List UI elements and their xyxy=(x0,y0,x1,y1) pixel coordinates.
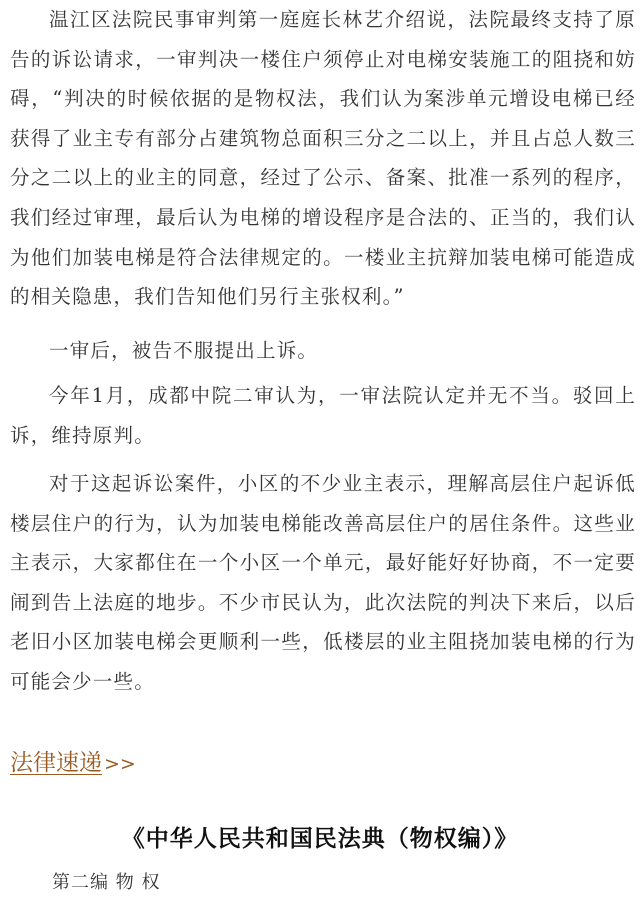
article-paragraph: 温江区法院民事审判第一庭庭长林艺介绍说，法院最终支持了原告的诉讼请求，一审判决一楼住户须停止对电梯安装施工的阻挠和妨碍，“判决的时候依据的是物权法，我们认为案涉单元增设电梯已经获得了业主专有部分占建筑物总面积三分之二以上，并且占总人数三分之二以上的业主的同意，经过了公示、备案、批准一系列的程序，我们经过审理，最后认为电梯的增设程序是合法的、正当的，我们认为他们加装电梯是符合法律规定的。一楼业主抗辩加装电梯可能造成的相关隐患，我们告知他们另行主张权利。” xyxy=(10,8,636,309)
legal-express-link[interactable] xyxy=(10,744,136,777)
article-paragraph: 对于这起诉讼案件，小区的不少业主表示，理解高层住户起诉低楼层住户的行为，认为加装电梯能改善高层住户的居住条件。这些业主表示，大家都住在一个小区一个单元，最好能好好协商，不一定要闹到告上法庭的地步。不少市民认为，此次法院的判决下来后，以后老旧小区加装电梯会更顺利一些，低楼层的业主阻挠加装电梯的行为可能会少一些。 xyxy=(10,472,636,693)
chapter-heading: 第二编 物 权 xyxy=(52,872,161,893)
law-title: 《中华人民共和国民法典（物权编）》 xyxy=(121,826,519,852)
article-paragraph: 今年1月，成都中院二审认为，一审法院认定并无不当。驳回上诉，维持原判。 xyxy=(10,384,636,447)
double-arrow-icon: >> xyxy=(104,753,136,775)
article-paragraph: 一审后，被告不服提出上诉。 xyxy=(49,339,319,362)
legal-express-label: 法律速递 xyxy=(10,750,102,776)
